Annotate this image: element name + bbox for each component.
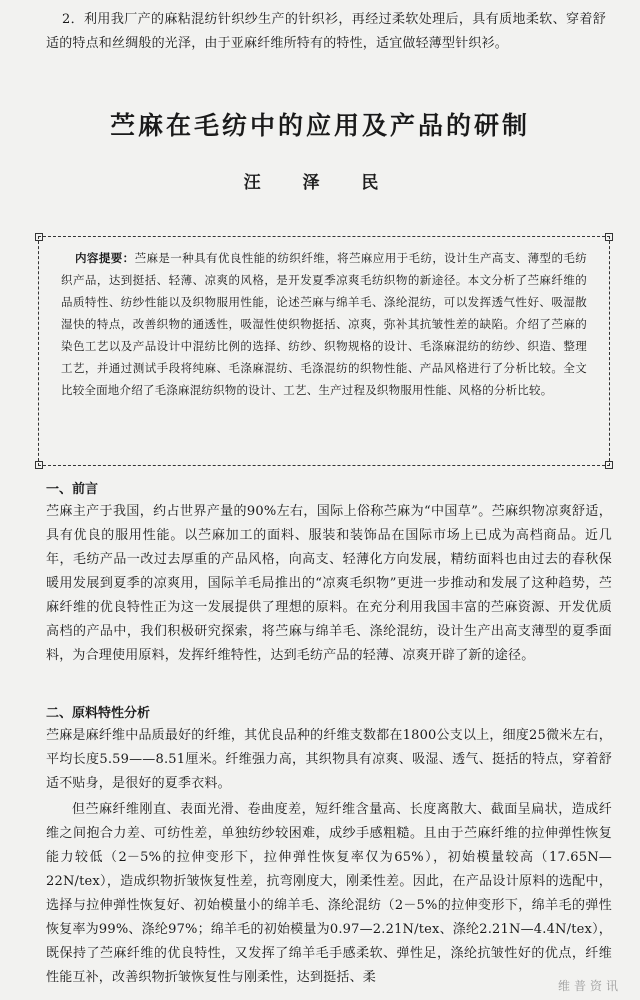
materials-paragraph-1: 苎麻是麻纤维中品质最好的纤维，其优良品种的纤维支数都在1800公支以上，细度25微米左右，平均长度5.59——8.51厘米。纤维强力高，其织物具有凉爽、吸湿、透气、挺括的特点，穿着舒适不贴身，是很好的夏季衣料。 <box>46 728 612 791</box>
section-heading-materials: 二、原料特性分析 <box>46 706 151 721</box>
abstract-corner-mark <box>605 233 613 241</box>
section-heading-preface: 一、前言 <box>46 482 99 497</box>
article-author: 汪 泽 民 <box>243 173 397 193</box>
abstract-corner-mark <box>35 233 43 241</box>
preface-paragraph: 苎麻主产于我国，约占世界产量的90%左右，国际上俗称苎麻为“中国草”。苎麻织物凉爽舒适，具有优良的服用性能。以苎麻加工的面料、服装和装饰品在国际市场上已成为高档商品。近几年，毛纺产品一改过去厚重的产品风格，向高支、轻薄化方向发展，精纺面料也由过去的春秋保暖用发展到夏季的凉爽用，国际羊毛局推出的“凉爽毛织物”更进一步推动和发展了这种趋势，苎麻纤维的优良特性正为这一发展提供了理想的原料。在充分利用我国丰富的苎麻资源、开发优质高档的产品中，我们积极研究探索，将苎麻与绵羊毛、涤纶混纺，设计生产出高支薄型的夏季面料，为合理使用原料，发挥纤维特性，达到毛纺产品的轻薄、凉爽开辟了新的途径。 <box>46 504 612 663</box>
abstract-text: 苎麻是一种具有优良性能的纺织纤维，将苎麻应用于毛纺，设计生产高支、薄型的毛纺织产品，达到挺括、轻薄、凉爽的风格，是开发夏季凉爽毛纺织物的新途径。本文分析了苎麻纤维的品质特性、纺纱性能以及织物服用性能，论述苎麻与绵羊毛、涤纶混纺，可以发挥透气性好、吸湿散湿快的特点，改善织物的通透性，吸湿性使织物挺括、凉爽，弥补其抗皱性差的缺陷。介绍了苎麻的染色工艺以及产品设计中混纺比例的选择、纺纱、织物规格的设计、毛涤麻混纺的纺纱、织造、整理工艺，并通过测试手段将纯麻、毛涤麻混纺、毛涤混纺的织物性能、产品风格进行了分析比较。全文比较全面地介绍了毛涤麻混纺织物的设计、工艺、生产过程及织物服用性能、风格的分析比较。 <box>61 251 587 397</box>
abstract-paragraph <box>61 247 587 401</box>
watermark: 维普资讯 <box>557 979 622 993</box>
materials-paragraph-2: 但苎麻纤维刚直、表面光滑、卷曲度差，短纤维含量高、长度离散大、截面呈扁状，造成纤维之间抱合力差、可纺性差，单独纺纱较困难，成纱手感粗糙。且由于苎麻纤维的拉伸弹性恢复能力较低（2－5%的拉伸变形下，拉伸弹性恢复率仅为65%），初始模量较高（17.65N—22N/tex），造成织物折皱恢复性差，抗弯刚度大，刚柔性差。因此，在产品设计原料的选配中，选择与拉伸弹性恢复好、初始模量小的绵羊毛、涤纶混纺（2－5%的拉伸变形下，绵羊毛的弹性恢复率为99%、涤纶97%；绵羊毛的初始模量为0.97—2.21N/tex、涤纶2.21N—4.4N/tex），既保持了苎麻纤维的优良特性，又发挥了绵羊毛手感柔软、弹性足，涤纶抗皱性好的优点，纤维性能互补，改善织物折皱恢复性与刚柔性，达到挺括、柔 <box>46 802 612 985</box>
abstract-box <box>38 236 610 466</box>
abstract-corner-mark <box>605 461 613 469</box>
abstract-label: 内容提要： <box>75 251 135 265</box>
previous-article-paragraph: 2．利用我厂产的麻粘混纺针织纱生产的针织衫，再经过柔软处理后，具有质地柔软、穿着舒适的特点和丝绸般的光泽，由于亚麻纤维所特有的特性，适宜做轻薄型针织衫。 <box>46 12 606 51</box>
abstract-corner-mark <box>35 461 43 469</box>
article-title: 苎麻在毛纺中的应用及产品的研制 <box>109 111 530 140</box>
